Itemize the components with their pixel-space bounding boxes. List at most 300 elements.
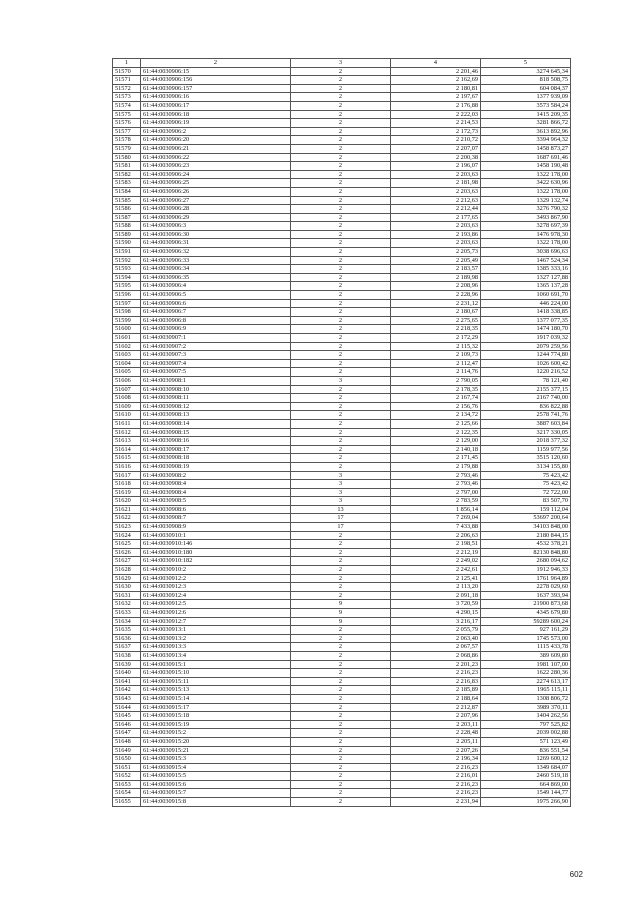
cell-cadastral-number: 61:44:0030915:17 <box>141 703 291 712</box>
cell-specific-value: 2 114,76 <box>391 368 481 377</box>
cell-group: 2 <box>291 308 391 317</box>
cell-cadastral-number: 61:44:0030915:19 <box>141 720 291 729</box>
cell-row-number: 51651 <box>113 763 141 772</box>
table-row <box>113 677 571 686</box>
cell-group: 2 <box>291 703 391 712</box>
cell-row-number: 51598 <box>113 308 141 317</box>
cell-specific-value: 2 189,98 <box>391 273 481 282</box>
cell-row-number: 51592 <box>113 256 141 265</box>
cell-cadastral-number: 61:44:0030910:2 <box>141 566 291 575</box>
cell-specific-value: 4 290,15 <box>391 609 481 618</box>
table-row <box>113 566 571 575</box>
cell-row-number: 51583 <box>113 179 141 188</box>
table-row <box>113 643 571 652</box>
cell-group: 2 <box>291 462 391 471</box>
table-row <box>113 394 571 403</box>
cell-row-number: 51638 <box>113 651 141 660</box>
cell-cadastral-number: 61:44:0030906:29 <box>141 213 291 222</box>
cell-cadastral-number: 61:44:0030915:14 <box>141 694 291 703</box>
cell-group: 2 <box>291 548 391 557</box>
cell-cadastral-value: 1975 266,90 <box>481 798 571 807</box>
cell-row-number: 51594 <box>113 273 141 282</box>
cell-row-number: 51590 <box>113 239 141 248</box>
cell-specific-value: 2 228,96 <box>391 291 481 300</box>
table-row <box>113 583 571 592</box>
cell-specific-value: 2 112,47 <box>391 359 481 368</box>
cell-cadastral-value: 3515 120,60 <box>481 454 571 463</box>
cell-cadastral-number: 61:44:0030906:28 <box>141 205 291 214</box>
cell-specific-value: 2 218,35 <box>391 325 481 334</box>
cell-row-number: 51617 <box>113 471 141 480</box>
cell-group: 2 <box>291 179 391 188</box>
cell-cadastral-value: 818 508,75 <box>481 76 571 85</box>
table-row <box>113 359 571 368</box>
cell-cadastral-number: 61:44:0030906:15 <box>141 67 291 76</box>
cell-row-number: 51579 <box>113 144 141 153</box>
cell-row-number: 51655 <box>113 798 141 807</box>
cell-specific-value: 7 269,04 <box>391 514 481 523</box>
cell-specific-value: 2 212,44 <box>391 205 481 214</box>
cell-row-number: 51585 <box>113 196 141 205</box>
cell-specific-value: 2 205,49 <box>391 256 481 265</box>
cell-cadastral-value: 1415 209,35 <box>481 110 571 119</box>
cell-cadastral-value: 1549 144,77 <box>481 789 571 798</box>
cell-row-number: 51576 <box>113 119 141 128</box>
cell-group: 2 <box>291 67 391 76</box>
cell-cadastral-value: 75 423,42 <box>481 480 571 489</box>
cell-cadastral-value: 3134 155,80 <box>481 462 571 471</box>
cell-row-number: 51582 <box>113 170 141 179</box>
cell-group: 2 <box>291 119 391 128</box>
table-row <box>113 273 571 282</box>
cell-specific-value: 2 793,46 <box>391 471 481 480</box>
cell-cadastral-number: 61:44:0030906:32 <box>141 248 291 257</box>
cell-row-number: 51599 <box>113 316 141 325</box>
cell-cadastral-value: 1026 600,42 <box>481 359 571 368</box>
cell-specific-value: 2 180,81 <box>391 84 481 93</box>
cell-cadastral-number: 61:44:0030906:23 <box>141 162 291 171</box>
cell-cadastral-number: 61:44:0030913:1 <box>141 626 291 635</box>
cell-group: 2 <box>291 325 391 334</box>
cell-specific-value: 2 183,57 <box>391 265 481 274</box>
cell-cadastral-number: 61:44:0030906:34 <box>141 265 291 274</box>
cell-row-number: 51644 <box>113 703 141 712</box>
cell-specific-value: 2 129,00 <box>391 437 481 446</box>
cell-group: 2 <box>291 402 391 411</box>
cell-cadastral-number: 61:44:0030915:5 <box>141 772 291 781</box>
cell-specific-value: 2 207,26 <box>391 746 481 755</box>
cell-cadastral-value: 2460 519,18 <box>481 772 571 781</box>
cell-row-number: 51630 <box>113 583 141 592</box>
cell-group: 2 <box>291 737 391 746</box>
cell-group: 2 <box>291 170 391 179</box>
cell-group: 2 <box>291 531 391 540</box>
table-row <box>113 230 571 239</box>
cell-group: 3 <box>291 488 391 497</box>
cell-row-number: 51654 <box>113 789 141 798</box>
cell-cadastral-number: 61:44:0030906:3 <box>141 222 291 231</box>
cell-row-number: 51636 <box>113 634 141 643</box>
cell-row-number: 51603 <box>113 351 141 360</box>
cell-specific-value: 2 203,63 <box>391 187 481 196</box>
cell-group: 2 <box>291 694 391 703</box>
table-row <box>113 531 571 540</box>
cell-specific-value: 2 188,64 <box>391 694 481 703</box>
cell-specific-value: 2 214,53 <box>391 119 481 128</box>
cell-row-number: 51623 <box>113 523 141 532</box>
table-row <box>113 402 571 411</box>
cell-cadastral-value: 3038 696,63 <box>481 248 571 257</box>
cell-specific-value: 2 193,86 <box>391 230 481 239</box>
table-row <box>113 746 571 755</box>
cell-cadastral-value: 1467 524,34 <box>481 256 571 265</box>
table-row <box>113 634 571 643</box>
table-row <box>113 411 571 420</box>
cell-group: 2 <box>291 789 391 798</box>
cell-specific-value: 2 196,34 <box>391 755 481 764</box>
cell-cadastral-number: 61:44:0030906:157 <box>141 84 291 93</box>
table-row <box>113 471 571 480</box>
cell-row-number: 51625 <box>113 540 141 549</box>
cell-group: 13 <box>291 505 391 514</box>
cell-cadastral-value: 1060 691,70 <box>481 291 571 300</box>
table-row <box>113 93 571 102</box>
cell-row-number: 51605 <box>113 368 141 377</box>
cell-specific-value: 2 203,63 <box>391 239 481 248</box>
cell-cadastral-number: 61:44:0030906:2 <box>141 127 291 136</box>
table-row <box>113 256 571 265</box>
table-row <box>113 557 571 566</box>
cell-specific-value: 2 275,65 <box>391 316 481 325</box>
cell-cadastral-number: 61:44:0030908:5 <box>141 497 291 506</box>
table-row <box>113 626 571 635</box>
table-row <box>113 127 571 136</box>
cell-specific-value: 2 172,73 <box>391 127 481 136</box>
cell-cadastral-value: 1322 178,00 <box>481 170 571 179</box>
cell-cadastral-value: 1115 433,78 <box>481 643 571 652</box>
cell-cadastral-value: 1377 077,35 <box>481 316 571 325</box>
cell-cadastral-number: 61:44:0030908:15 <box>141 428 291 437</box>
cell-cadastral-value: 3217 330,05 <box>481 428 571 437</box>
table-row <box>113 540 571 549</box>
cell-specific-value: 2 242,61 <box>391 566 481 575</box>
cell-specific-value: 2 212,63 <box>391 196 481 205</box>
cell-cadastral-value: 21900 873,68 <box>481 600 571 609</box>
cell-group: 3 <box>291 480 391 489</box>
cell-group: 2 <box>291 591 391 600</box>
table-row <box>113 454 571 463</box>
cell-cadastral-number: 61:44:0030912:7 <box>141 617 291 626</box>
table-row <box>113 84 571 93</box>
cell-specific-value: 2 216,83 <box>391 677 481 686</box>
cell-row-number: 51597 <box>113 299 141 308</box>
cell-cadastral-number: 61:44:0030906:26 <box>141 187 291 196</box>
cell-specific-value: 2 172,29 <box>391 334 481 343</box>
table-row <box>113 660 571 669</box>
cell-row-number: 51631 <box>113 591 141 600</box>
cell-cadastral-value: 3274 645,34 <box>481 67 571 76</box>
cell-cadastral-number: 61:44:0030908:4 <box>141 480 291 489</box>
cell-cadastral-number: 61:44:0030906:35 <box>141 273 291 282</box>
cell-cadastral-value: 1912 946,33 <box>481 566 571 575</box>
cell-cadastral-number: 61:44:0030910:146 <box>141 540 291 549</box>
table-row <box>113 428 571 437</box>
cell-group: 9 <box>291 609 391 618</box>
cell-cadastral-value: 4532 378,21 <box>481 540 571 549</box>
cell-cadastral-value: 3422 630,96 <box>481 179 571 188</box>
cell-cadastral-value: 2018 377,32 <box>481 437 571 446</box>
cell-group: 2 <box>291 153 391 162</box>
cell-cadastral-value: 3394 964,32 <box>481 136 571 145</box>
cell-cadastral-number: 61:44:0030915:4 <box>141 763 291 772</box>
cell-cadastral-value: 1327 127,88 <box>481 273 571 282</box>
cell-row-number: 51629 <box>113 574 141 583</box>
cell-cadastral-value: 3613 892,96 <box>481 127 571 136</box>
cell-row-number: 51616 <box>113 462 141 471</box>
cell-group: 2 <box>291 368 391 377</box>
cell-cadastral-number: 61:44:0030915:3 <box>141 755 291 764</box>
cell-cadastral-number: 61:44:0030908:11 <box>141 394 291 403</box>
cell-specific-value: 2 216,23 <box>391 789 481 798</box>
cell-cadastral-number: 61:44:0030908:7 <box>141 514 291 523</box>
cell-specific-value: 2 200,38 <box>391 153 481 162</box>
cell-group: 2 <box>291 334 391 343</box>
cell-specific-value: 1 856,14 <box>391 505 481 514</box>
cell-cadastral-value: 2680 094,62 <box>481 557 571 566</box>
cell-group: 2 <box>291 239 391 248</box>
cell-specific-value: 2 180,67 <box>391 308 481 317</box>
cell-specific-value: 2 222,03 <box>391 110 481 119</box>
data-table <box>112 58 571 807</box>
cell-cadastral-value: 2079 259,56 <box>481 342 571 351</box>
cell-specific-value: 2 793,46 <box>391 480 481 489</box>
cell-row-number: 51650 <box>113 755 141 764</box>
cell-row-number: 51607 <box>113 385 141 394</box>
cell-group: 3 <box>291 497 391 506</box>
cell-row-number: 51609 <box>113 402 141 411</box>
cell-row-number: 51589 <box>113 230 141 239</box>
cell-row-number: 51608 <box>113 394 141 403</box>
cell-group: 2 <box>291 419 391 428</box>
cell-cadastral-value: 2039 002,88 <box>481 729 571 738</box>
cell-row-number: 51611 <box>113 419 141 428</box>
table-row <box>113 222 571 231</box>
cell-row-number: 51601 <box>113 334 141 343</box>
cell-cadastral-number: 61:44:0030907:4 <box>141 359 291 368</box>
cell-specific-value: 3 216,17 <box>391 617 481 626</box>
cell-cadastral-value: 836 551,54 <box>481 746 571 755</box>
table-row <box>113 265 571 274</box>
cell-row-number: 51587 <box>113 213 141 222</box>
cell-group: 2 <box>291 763 391 772</box>
cell-cadastral-number: 61:44:0030913:3 <box>141 643 291 652</box>
cell-group: 2 <box>291 291 391 300</box>
cell-specific-value: 2 207,07 <box>391 144 481 153</box>
cell-group: 2 <box>291 677 391 686</box>
table-row <box>113 239 571 248</box>
cell-cadastral-number: 61:44:0030906:9 <box>141 325 291 334</box>
cell-specific-value: 3 720,59 <box>391 600 481 609</box>
cell-group: 2 <box>291 187 391 196</box>
cell-specific-value: 2 212,87 <box>391 703 481 712</box>
table-row <box>113 651 571 660</box>
table-row <box>113 205 571 214</box>
cell-cadastral-value: 1159 977,56 <box>481 445 571 454</box>
cell-cadastral-value: 1377 939,09 <box>481 93 571 102</box>
cell-row-number: 51624 <box>113 531 141 540</box>
cell-row-number: 51632 <box>113 600 141 609</box>
cell-specific-value: 2 797,00 <box>391 488 481 497</box>
cell-cadastral-number: 61:44:0030906:7 <box>141 308 291 317</box>
table-row <box>113 187 571 196</box>
cell-group: 2 <box>291 76 391 85</box>
table-row <box>113 368 571 377</box>
column-header-3: 3 <box>291 59 391 68</box>
table-row <box>113 67 571 76</box>
cell-cadastral-number: 61:44:0030908:2 <box>141 471 291 480</box>
cell-row-number: 51580 <box>113 153 141 162</box>
cell-cadastral-number: 61:44:0030910:1 <box>141 531 291 540</box>
table-row <box>113 574 571 583</box>
cell-group: 2 <box>291 686 391 695</box>
cell-cadastral-value: 2578 741,76 <box>481 411 571 420</box>
cell-cadastral-number: 61:44:0030915:10 <box>141 669 291 678</box>
cell-group: 2 <box>291 798 391 807</box>
cell-cadastral-number: 61:44:0030906:18 <box>141 110 291 119</box>
column-header-4: 4 <box>391 59 481 68</box>
table-row <box>113 763 571 772</box>
cell-group: 2 <box>291 136 391 145</box>
cell-row-number: 51626 <box>113 548 141 557</box>
cell-group: 2 <box>291 557 391 566</box>
cell-cadastral-value: 664 869,00 <box>481 780 571 789</box>
cell-group: 2 <box>291 643 391 652</box>
cell-cadastral-number: 61:44:0030912:2 <box>141 574 291 583</box>
cell-specific-value: 2 249,02 <box>391 557 481 566</box>
cell-specific-value: 2 208,96 <box>391 282 481 291</box>
cell-row-number: 51586 <box>113 205 141 214</box>
cell-group: 3 <box>291 376 391 385</box>
cell-cadastral-value: 1458 190,48 <box>481 162 571 171</box>
cell-cadastral-value: 1322 178,00 <box>481 187 571 196</box>
cell-cadastral-number: 61:44:0030908:13 <box>141 411 291 420</box>
cell-row-number: 51613 <box>113 437 141 446</box>
table-row <box>113 325 571 334</box>
cell-group: 2 <box>291 634 391 643</box>
cell-specific-value: 2 228,48 <box>391 729 481 738</box>
cell-cadastral-number: 61:44:0030906:25 <box>141 179 291 188</box>
cell-specific-value: 2 790,05 <box>391 376 481 385</box>
cell-row-number: 51573 <box>113 93 141 102</box>
cell-cadastral-value: 4345 679,80 <box>481 609 571 618</box>
cell-group: 2 <box>291 411 391 420</box>
cell-group: 2 <box>291 101 391 110</box>
table-row <box>113 76 571 85</box>
table-body <box>113 67 571 806</box>
cell-cadastral-value: 1458 873,27 <box>481 144 571 153</box>
cell-specific-value: 2 177,65 <box>391 213 481 222</box>
cell-specific-value: 2 179,88 <box>391 462 481 471</box>
cell-group: 17 <box>291 523 391 532</box>
cell-row-number: 51595 <box>113 282 141 291</box>
table-row <box>113 170 571 179</box>
cell-specific-value: 2 162,69 <box>391 76 481 85</box>
cell-specific-value: 2 206,63 <box>391 531 481 540</box>
cell-cadastral-value: 1761 964,89 <box>481 574 571 583</box>
cell-row-number: 51575 <box>113 110 141 119</box>
cell-row-number: 51645 <box>113 712 141 721</box>
table-row <box>113 729 571 738</box>
cell-specific-value: 2 231,94 <box>391 798 481 807</box>
cell-cadastral-value: 1745 573,00 <box>481 634 571 643</box>
cell-group: 2 <box>291 248 391 257</box>
cell-row-number: 51637 <box>113 643 141 652</box>
cell-cadastral-number: 61:44:0030912:5 <box>141 600 291 609</box>
cell-specific-value: 2 216,23 <box>391 669 481 678</box>
cell-group: 2 <box>291 626 391 635</box>
cell-specific-value: 2 178,35 <box>391 385 481 394</box>
cell-group: 2 <box>291 359 391 368</box>
cell-cadastral-value: 1269 600,12 <box>481 755 571 764</box>
cell-cadastral-value: 2274 613,17 <box>481 677 571 686</box>
cell-group: 2 <box>291 385 391 394</box>
cell-specific-value: 2 055,79 <box>391 626 481 635</box>
cell-group: 2 <box>291 273 391 282</box>
cell-cadastral-number: 61:44:0030915:1 <box>141 660 291 669</box>
table-row <box>113 196 571 205</box>
cell-row-number: 51620 <box>113 497 141 506</box>
cell-specific-value: 2 207,96 <box>391 712 481 721</box>
cell-cadastral-value: 75 423,42 <box>481 471 571 480</box>
cell-row-number: 51648 <box>113 737 141 746</box>
table-row <box>113 462 571 471</box>
table-row <box>113 419 571 428</box>
cell-specific-value: 2 181,98 <box>391 179 481 188</box>
cell-cadastral-number: 61:44:0030908:10 <box>141 385 291 394</box>
cell-group: 2 <box>291 729 391 738</box>
cell-group: 2 <box>291 669 391 678</box>
cell-cadastral-number: 61:44:0030915:8 <box>141 798 291 807</box>
header-row <box>113 59 571 68</box>
cell-row-number: 51610 <box>113 411 141 420</box>
cell-row-number: 51602 <box>113 342 141 351</box>
cell-cadastral-number: 61:44:0030907:1 <box>141 334 291 343</box>
table-row <box>113 686 571 695</box>
cell-cadastral-number: 61:44:0030907:3 <box>141 351 291 360</box>
cell-cadastral-number: 61:44:0030906:33 <box>141 256 291 265</box>
cell-row-number: 51633 <box>113 609 141 618</box>
cell-row-number: 51591 <box>113 248 141 257</box>
cell-row-number: 51628 <box>113 566 141 575</box>
cell-group: 2 <box>291 772 391 781</box>
table-row <box>113 617 571 626</box>
cell-cadastral-number: 61:44:0030908:6 <box>141 505 291 514</box>
cell-row-number: 51641 <box>113 677 141 686</box>
data-table-container <box>112 58 570 807</box>
cell-row-number: 51643 <box>113 694 141 703</box>
table-row <box>113 720 571 729</box>
cell-specific-value: 2 203,11 <box>391 720 481 729</box>
cell-cadastral-value: 1622 280,36 <box>481 669 571 678</box>
cell-cadastral-value: 1965 115,11 <box>481 686 571 695</box>
cell-group: 2 <box>291 755 391 764</box>
cell-group: 2 <box>291 84 391 93</box>
cell-group: 2 <box>291 574 391 583</box>
cell-cadastral-number: 61:44:0030907:5 <box>141 368 291 377</box>
cell-specific-value: 2 783,59 <box>391 497 481 506</box>
cell-specific-value: 2 201,23 <box>391 660 481 669</box>
page-number: 602 <box>569 870 583 879</box>
